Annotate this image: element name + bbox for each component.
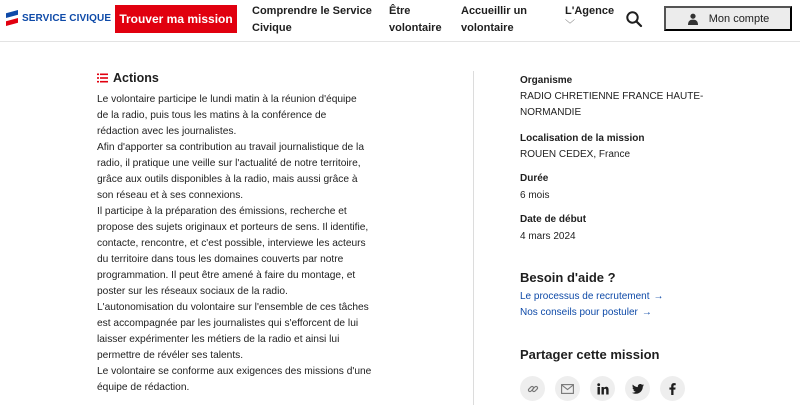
localisation-value: ROUEN CEDEX, France (520, 149, 631, 160)
nav-item-agence-label: L'Agence (565, 5, 615, 17)
search-button[interactable] (625, 10, 643, 28)
service-civique-logo[interactable] (6, 10, 111, 26)
facebook-icon (669, 383, 676, 395)
date-debut-value: 4 mars 2024 (520, 231, 576, 242)
recruitment-process-label: Le processus de recrutement (520, 291, 650, 302)
logo-text: SERVICE CIVIQUE (22, 12, 112, 24)
recruitment-process-link[interactable] (520, 291, 664, 302)
logo-mark-icon (6, 10, 18, 26)
share-email-button[interactable] (555, 376, 580, 401)
column-divider (473, 71, 474, 405)
actions-line: Le volontaire participe le lundi matin à la réunion d'équipe (97, 94, 357, 105)
help-heading: Besoin d'aide ? (520, 270, 616, 285)
share-heading: Partager cette mission (520, 347, 660, 362)
list-icon (97, 73, 108, 83)
actions-line: son réseau et à ses connexions. (97, 190, 244, 201)
share-linkedin-button[interactable] (590, 376, 615, 401)
organisme-label: Organisme (520, 75, 573, 86)
user-icon (687, 13, 699, 25)
actions-line: est accompagnée par les journalistes qui s'efforcent de lui (97, 318, 359, 329)
actions-line: laisser expérimenter les métiers de la radio et ainsi lui (97, 334, 340, 345)
actions-title: Actions (113, 71, 159, 85)
site-header (0, 0, 800, 42)
share-buttons (520, 376, 685, 401)
twitter-icon (632, 384, 644, 394)
actions-line: du territoire dans tous les domaines couverts par notre (97, 254, 344, 265)
actions-description (97, 92, 409, 396)
chevron-down-icon: ﹀ (565, 20, 575, 31)
apply-tips-link[interactable] (520, 307, 652, 318)
actions-line: permettre de révéler ses talents. (97, 350, 244, 361)
actions-line: propose des sujets originaux et porteurs de sens. Il identifie, (97, 222, 369, 233)
nav-item-accueillir[interactable]: Accueillir un volontaire (461, 5, 528, 34)
actions-line: Il participe à la préparation des émissions, recherche et (97, 206, 347, 217)
localisation-label: Localisation de la mission (520, 133, 645, 144)
nav-item-agence[interactable] (565, 3, 625, 32)
organisme-value: RADIO CHRETIENNE FRANCE HAUTE-NORMANDIE (520, 91, 704, 118)
mail-icon (561, 384, 574, 394)
duree-value: 6 mois (520, 190, 550, 201)
share-copy-link-button[interactable] (520, 376, 545, 401)
actions-line: Afin d'apporter sa contribution au travail journalistique de la (97, 142, 364, 153)
account-label: Mon compte (708, 12, 770, 25)
arrow-right-icon: → (653, 291, 664, 302)
actions-line: programmation. Il peut être amené à faire du montage, et (97, 270, 356, 281)
share-facebook-button[interactable] (660, 376, 685, 401)
link-icon (527, 383, 539, 395)
actions-line: de la radio, puis tous les matins à la conférence de (97, 110, 327, 121)
actions-line: grâce aux outils disponibles à la radio, mais aussi grâce à (97, 174, 358, 185)
nav-item-comprendre[interactable]: Comprendre le Service Civique (252, 5, 372, 34)
apply-tips-label: Nos conseils pour postuler (520, 307, 638, 318)
actions-line: équipe de rédaction. (97, 382, 190, 393)
account-button[interactable] (664, 6, 792, 31)
actions-heading (97, 71, 159, 85)
nav-item-etre-volontaire[interactable]: Être volontaire (389, 5, 442, 34)
actions-line: Le volontaire se conforme aux exigences des missions d'une (97, 366, 372, 377)
share-twitter-button[interactable] (625, 376, 650, 401)
duree-label: Durée (520, 173, 549, 184)
actions-line: L'autonomisation du volontaire sur l'ensemble de ces tâches (97, 302, 369, 313)
search-icon (625, 10, 643, 28)
find-mission-button[interactable]: Trouver ma mission (115, 5, 237, 33)
actions-line: radio, il pratique une veille sur l'actualité de notre territoire, (97, 158, 361, 169)
arrow-right-icon: → (641, 307, 652, 318)
linkedin-icon (597, 383, 609, 395)
actions-line: contacte, rencontre, et c'est possible, interviewe les acteurs (97, 238, 366, 249)
actions-line: rédaction avec les journalistes. (97, 126, 237, 137)
actions-line: poster sur les réseaux sociaux de la radio. (97, 286, 288, 297)
date-debut-label: Date de début (520, 214, 587, 225)
